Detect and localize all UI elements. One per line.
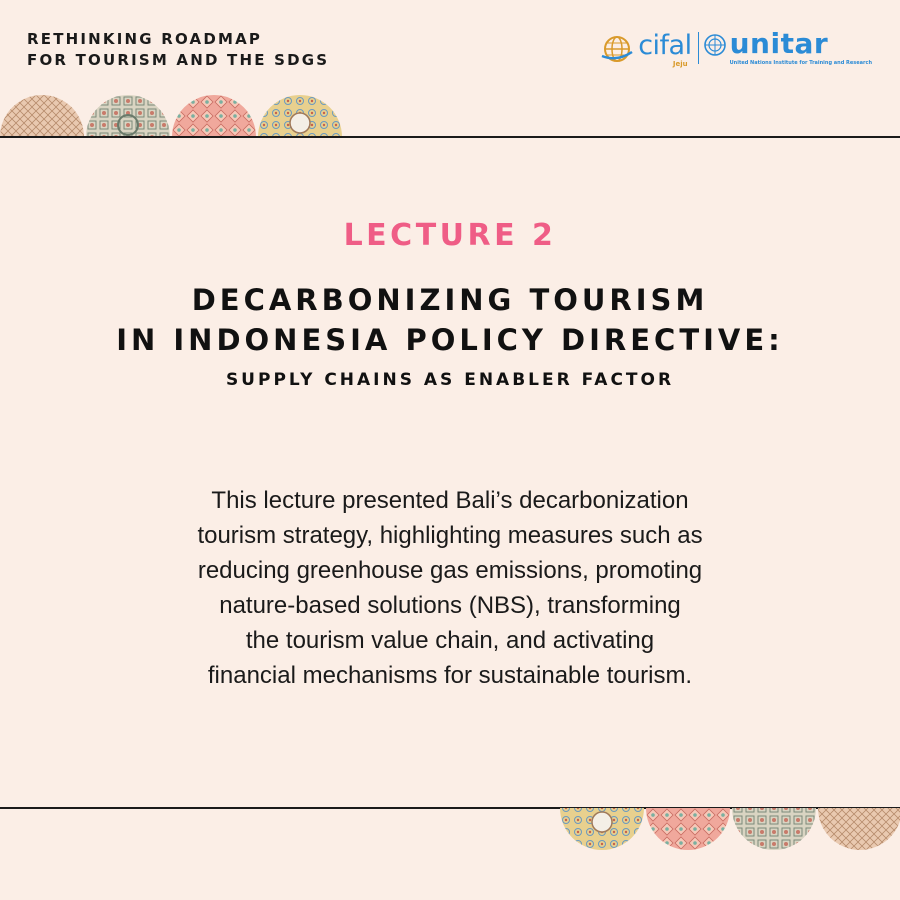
- description-line: tourism strategy, highlighting measures such as: [197, 522, 703, 549]
- batik-pattern-icon: [646, 808, 730, 850]
- globe-icon: [600, 32, 634, 66]
- batik-pattern-icon: [86, 95, 170, 137]
- unitar-tagline: United Nations Institute for Training and Research: [729, 60, 872, 66]
- batik-pattern-icon: [258, 95, 342, 137]
- description-line: This lecture presented Bali’s decarbonization: [211, 487, 689, 514]
- description-line: reducing greenhouse gas emissions, promoting: [197, 557, 703, 584]
- batik-pattern-icon: [560, 808, 644, 850]
- description-line: financial mechanisms for sustainable tourism.: [207, 662, 693, 689]
- unitar-wordmark: unitar: [729, 27, 829, 60]
- batik-pattern-icon: [0, 95, 84, 137]
- cifal-logo: [600, 30, 691, 66]
- batik-pattern-icon: [732, 808, 816, 850]
- description-line: nature-based solutions (NBS), transforming: [219, 592, 681, 619]
- bottom-pattern-row: [560, 808, 900, 850]
- top-pattern-row: [0, 95, 342, 137]
- unitar-logo: [729, 27, 872, 66]
- top-divider: [0, 136, 900, 138]
- un-emblem-icon: [703, 33, 727, 57]
- lecture-description: [0, 483, 900, 693]
- cifal-wordmark: cifal: [638, 30, 692, 61]
- header-title-line-2: FOR TOURISM AND THE SDGS: [27, 51, 330, 69]
- lecture-subtitle: SUPPLY CHAINS AS ENABLER FACTOR: [225, 370, 675, 390]
- header-title: [27, 29, 329, 71]
- description-line: the tourism value chain, and activating: [245, 627, 655, 654]
- batik-pattern-icon: [172, 95, 256, 137]
- batik-pattern-icon: [818, 808, 900, 850]
- logo-divider: [698, 32, 699, 64]
- partner-logos: [600, 28, 872, 68]
- header-title-line-1: RETHINKING ROADMAP: [27, 30, 263, 48]
- lecture-label: LECTURE 2: [343, 218, 557, 253]
- lecture-title: [0, 280, 900, 360]
- cifal-jeju-label: Jeju: [672, 60, 688, 68]
- lecture-title-line-2: IN INDONESIA POLICY DIRECTIVE:: [116, 323, 784, 357]
- lecture-title-line-1: DECARBONIZING TOURISM: [191, 283, 709, 317]
